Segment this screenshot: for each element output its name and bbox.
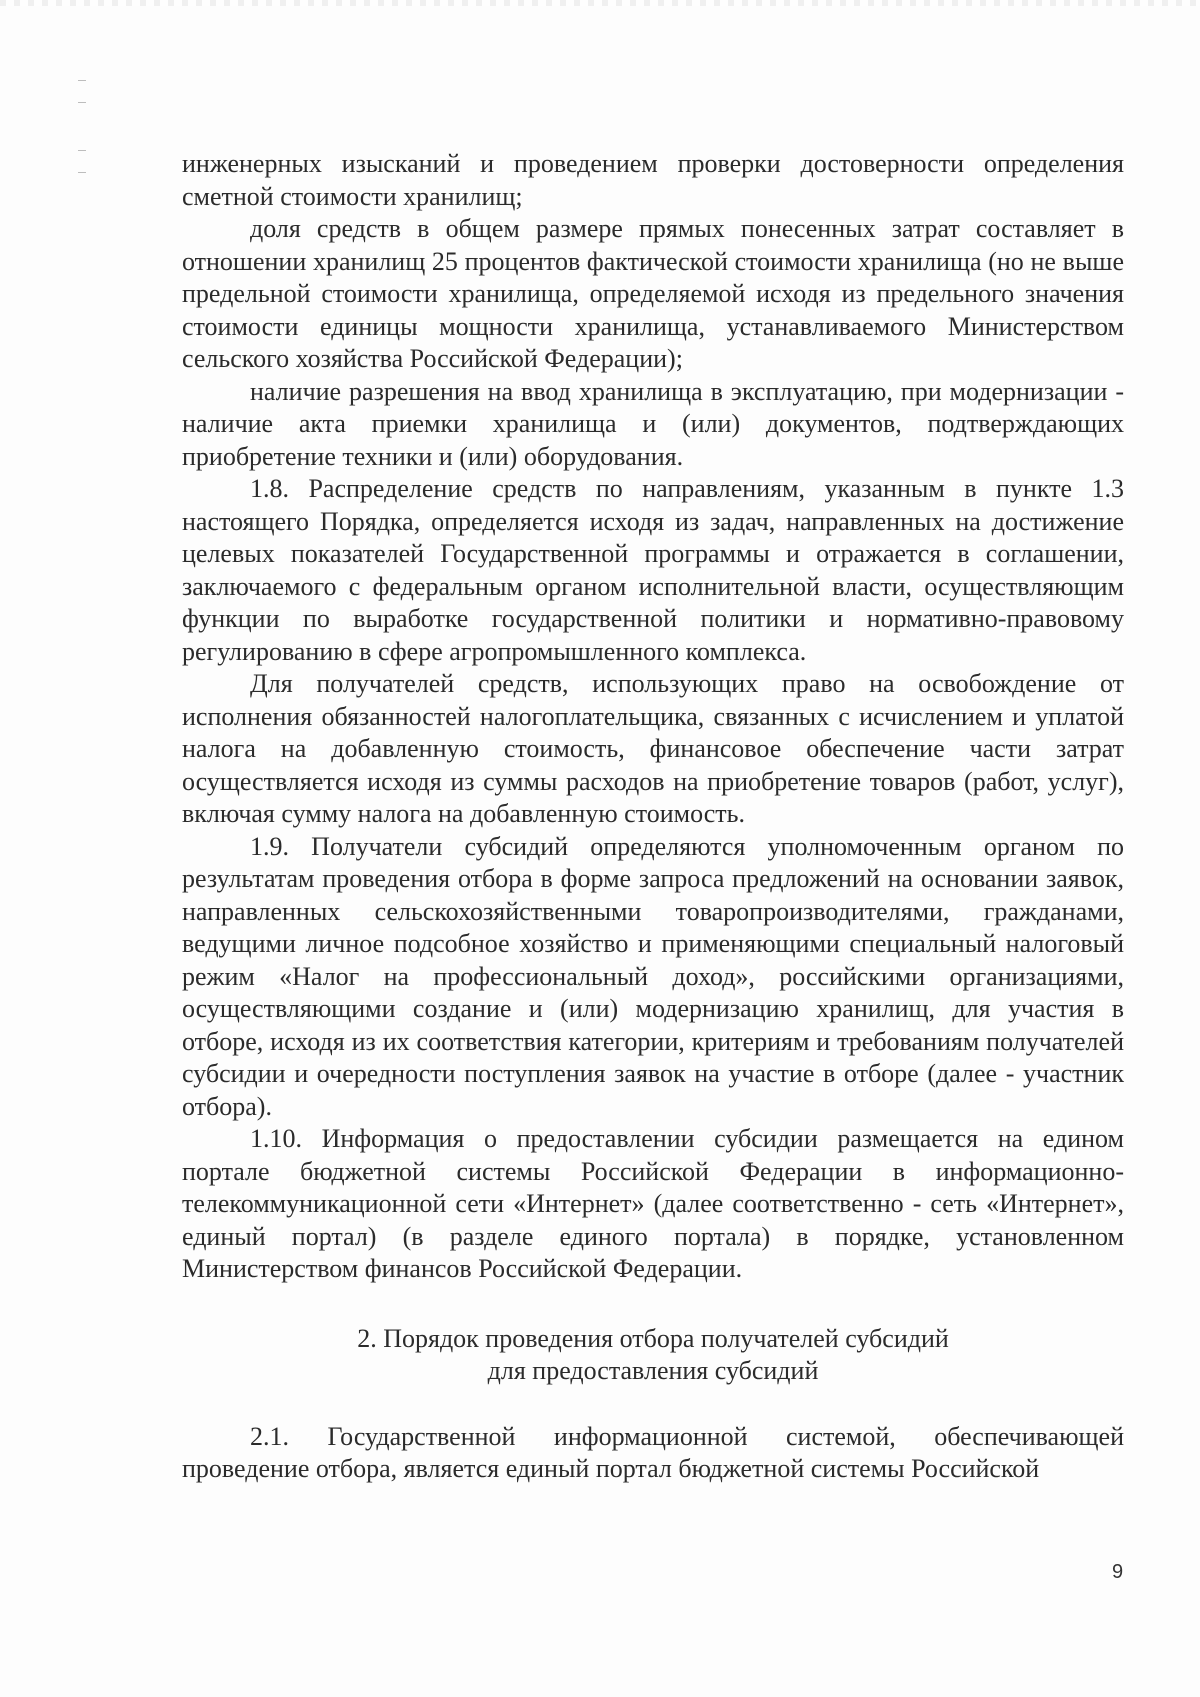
paragraph-2-1: 2.1. Государственной информационной системой, обеспечивающей проведение отбора, является единый портал бюджетной системы Российской [182,1421,1124,1483]
paragraph-1-8: 1.8. Распределение средств по направлениям, указанным в пункте 1.3 настоящего Порядка, определяется исходя из задач, направленных на достижение целевых показателей Государственной программы и отражается в соглашении, заключаемого с федеральным органом исполнительной власти, осуществляющим функции по выработке государственной политики и нормативно-правовому регулированию в сфере агропромышленного комплекса. [182,474,1124,666]
paragraph-1-10: 1.10. Информация о предоставлении субсидии размещается на едином портале бюджетной системы Российской Федерации в информационно-телекоммуникационной сети «Интернет» (далее соответственно - сеть «Интернет», единый портал) (в разделе единого портала) в порядке, установленном Министерством финансов Российской Федерации. [182,1124,1124,1283]
paragraph-vat: Для получателей средств, использующих право на освобождение от исполнения обязанностей налогоплательщика, связанных с исчислением и уплатой налога на добавленную стоимость, финансовое обеспечение части затрат осуществляется исходя из суммы расходов на приобретение товаров (работ, услуг), включая сумму налога на добавленную стоимость. [182,669,1124,828]
document-body [182,148,1124,1486]
section-heading-line-2: для предоставления субсидий [487,1356,819,1385]
scan-edge-artifact [0,0,1200,6]
section-heading-line-1: 2. Порядок проведения отбора получателей субсидий [357,1323,949,1353]
paragraph-permit: наличие разрешения на ввод хранилища в эксплуатацию, при модернизации - наличие акта приемки хранилища и (или) документов, подтверждающих приобретение техники и (или) оборудования. [182,376,1124,471]
page-number: 9 [1112,1561,1124,1583]
section-heading [182,1323,1124,1388]
paragraph-continuation: инженерных изысканий и проведением проверки достоверности определения сметной стоимости хранилищ; [182,149,1124,211]
paragraph-cost-share: доля средств в общем размере прямых понесенных затрат составляет в отношении хранилищ 25 процентов фактической стоимости хранилища (но не выше предельной стоимости хранилища, определяемой исходя из предельного значения стоимости единицы мощности хранилища, устанавливаемого Министерством сельского хозяйства Российской Федерации); [182,214,1124,373]
margin-marks [78,80,90,200]
paragraph-1-9: 1.9. Получатели субсидий определяются уполномоченным органом по результатам проведения отбора в форме запроса предложений на основании заявок, направленных сельскохозяйственными товаропроизводителями, гражданами, ведущими личное подсобное хозяйство и применяющими специальный налоговый режим «Налог на профессиональный доход», российскими организациями, осуществляющими создание и (или) модернизацию хранилищ, для участия в отборе, исходя из их соответствия категории, критериям и требованиям получателей субсидии и очередности поступления заявок на участие в отборе (далее - участник отбора). [182,831,1124,1121]
